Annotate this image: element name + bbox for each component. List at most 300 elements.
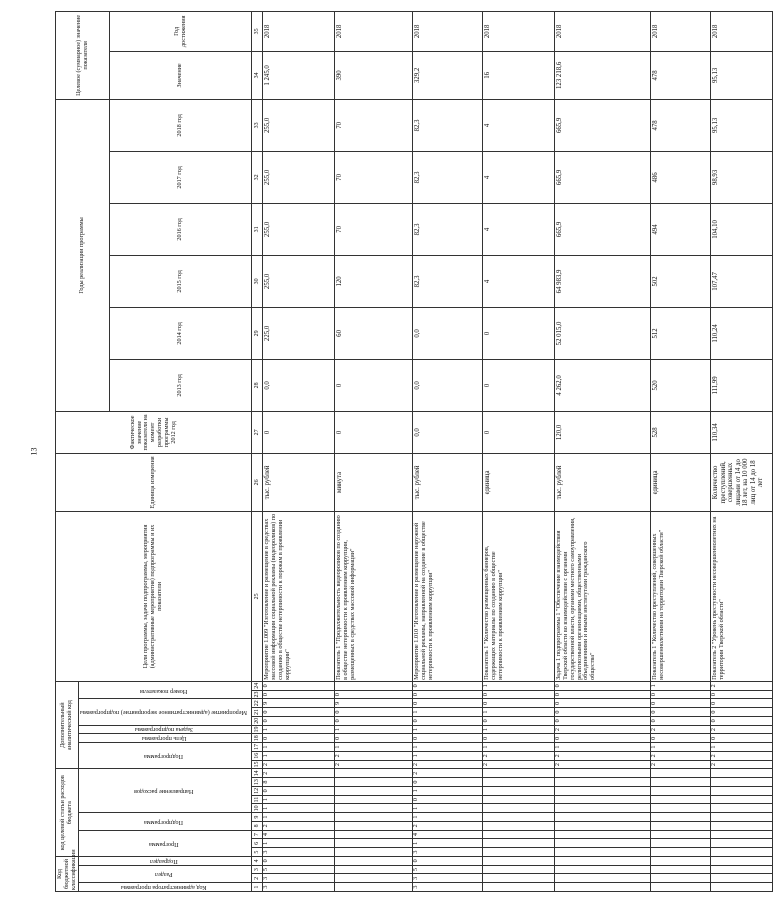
code-digit-cell: 0 [263,681,335,690]
code-digit-cell: 1 [263,813,335,822]
code-digit-cell [651,813,711,822]
row-name-cell: Задача 1 подпрограммы 1 "Обеспечение взаимодействия Тверской области во взаимодействии с органами государственной власти, органами местного самоуправления, религиозными организациями, общественными объединениями и иными институтами гражданского общества" [555,511,651,681]
column-index-cell: 31 [252,203,263,255]
header-year-2015: 2015 год [110,255,252,307]
column-index-cell: 2 [252,874,263,883]
code-digit-cell: 3 [263,848,335,857]
code-digit-cell: 0 [335,716,413,725]
code-digit-cell [335,769,413,778]
code-digit-cell [335,857,413,866]
row-year-value-cell: 4 [483,255,555,307]
header-direction: Направление расходов [79,769,252,813]
code-digit-cell: 1 [483,725,555,734]
row-year-value-cell: 82,3 [413,99,483,151]
column-index-cell: 10 [252,804,263,813]
code-digit-cell: 0 [413,690,483,699]
code-digit-cell: 1 [711,743,773,752]
code-digit-cell [555,813,651,822]
code-digit-cell [335,822,413,831]
row-year-value-cell: 98,93 [711,151,773,203]
row-name-cell: Мероприятие 1.010 "Изготовление и размещение наружной социальной рекламы, направленной на создание в обществе нетерпимости к проявлениям коррупции" [413,511,483,681]
column-index-cell: 17 [252,743,263,752]
column-index-cell: 4 [252,857,263,866]
column-index-cell: 28 [252,359,263,411]
row-base-cell: 0 [483,411,555,453]
row-base-cell: 110,34 [711,411,773,453]
code-digit-cell [711,813,773,822]
column-index-cell: 9 [252,813,263,822]
code-digit-cell [335,787,413,796]
row-year-value-cell: 665,9 [555,203,651,255]
code-digit-cell: 2 [711,681,773,690]
code-digit-cell [555,839,651,848]
code-digit-cell: 2 [483,751,555,760]
code-digit-cell: 2 [711,751,773,760]
code-digit-cell [711,769,773,778]
header-subsection: Подраздел [79,857,252,866]
column-index-cell: 8 [252,822,263,831]
code-digit-cell [483,848,555,857]
row-target-year-cell: 2018 [263,11,335,51]
code-digit-cell: 1 [651,681,711,690]
code-digit-cell [711,857,773,866]
column-index-cell: 19 [252,725,263,734]
header-year-2017: 2017 год [110,151,252,203]
row-year-value-cell: 255,0 [263,203,335,255]
row-target-value-cell: 1 245,0 [263,51,335,99]
code-digit-cell: 0 [555,708,651,717]
column-index-cell: 13 [252,778,263,787]
code-digit-cell: 2 [483,760,555,769]
header-target: Целевое (суммарное) значение показателя [56,11,110,99]
code-digit-cell: 0 [413,778,483,787]
code-digit-cell [335,883,413,892]
header-section: Раздел [79,865,252,883]
row-target-value-cell: 95,13 [711,51,773,99]
code-digit-cell: 1 [413,804,483,813]
table-row [413,11,483,891]
column-index-cell: 25 [252,511,263,681]
code-digit-cell: 2 [555,760,651,769]
code-digit-cell [483,857,555,866]
column-index-cell: 30 [252,255,263,307]
code-digit-cell [335,795,413,804]
code-digit-cell [335,848,413,857]
header-admin-code: Код администратора программы [79,883,252,892]
header-an-task: Задача подпрограммы [79,725,252,734]
row-year-value-cell: 82,3 [413,255,483,307]
row-target-value-cell: 123 218,6 [555,51,651,99]
code-digit-cell [651,857,711,866]
code-digit-cell [651,830,711,839]
code-digit-cell [483,804,555,813]
column-index-cell: 1 [252,883,263,892]
row-year-value-cell: 225,0 [263,307,335,359]
row-year-value-cell: 0 [483,359,555,411]
row-year-value-cell: 64 983,9 [555,255,651,307]
code-digit-cell [555,822,651,831]
row-year-value-cell: 110,24 [711,307,773,359]
header-extra-class: Дополнительный аналитический код [56,681,79,769]
code-digit-cell: 0 [711,734,773,743]
row-year-value-cell: 502 [651,255,711,307]
code-digit-cell: 2 [711,725,773,734]
code-digit-cell: 0 [263,734,335,743]
page-number: 13 [29,447,39,456]
row-unit-cell: единица [651,453,711,511]
row-year-value-cell: 665,9 [555,99,651,151]
code-digit-cell: 0 [651,699,711,708]
header-target-value: Значение [110,51,252,99]
code-digit-cell: 1 [413,839,483,848]
code-digit-cell: 0 [413,857,483,866]
code-digit-cell: 1 [263,839,335,848]
code-digit-cell [555,830,651,839]
code-digit-cell: 3 [413,848,483,857]
header-year-2016: 2016 год [110,203,252,255]
code-digit-cell [483,787,555,796]
row-name-cell: Показатель 2 "Уровень преступности несовершеннолетних на территории Тверской области" [711,511,773,681]
code-digit-cell: 1 [263,725,335,734]
code-digit-cell: 0 [263,708,335,717]
code-digit-cell: 0 [413,734,483,743]
code-digit-cell: 1 [483,681,555,690]
table-row [711,11,773,891]
row-unit-cell: тыс. рублей [263,453,335,511]
code-digit-cell [651,839,711,848]
header-base: Фактическое значение показателя на момент разработки программы 2012 год [56,411,252,453]
column-index-cell: 18 [252,734,263,743]
code-digit-cell: 0 [555,716,651,725]
code-digit-cell: 0 [711,708,773,717]
header-name: Цели программы, задачи подпрограммы, мероприятия (административные мероприятия) подпрограммы и их показатели [56,511,252,681]
code-digit-cell [651,769,711,778]
code-digit-cell: 1 [555,743,651,752]
code-digit-cell: 2 [263,822,335,831]
code-digit-cell [335,865,413,874]
row-unit-cell: единица [483,453,555,511]
code-digit-cell: 2 [335,760,413,769]
header-an-event: Мероприятие (административное мероприятие) подпрограммы [79,699,252,725]
column-index-cell: 34 [252,51,263,99]
row-year-value-cell: 4 262,0 [555,359,651,411]
code-digit-cell: 0 [483,716,555,725]
row-year-value-cell: 494 [651,203,711,255]
code-digit-cell: 3 [263,883,335,892]
row-target-year-cell: 2018 [483,11,555,51]
row-year-value-cell: 255,0 [263,151,335,203]
code-digit-cell: 0 [711,699,773,708]
table-row [263,11,335,891]
code-digit-cell [483,883,555,892]
column-index-cell: 21 [252,708,263,717]
code-digit-cell [555,865,651,874]
row-name-cell: Показатель 1 "Количество преступлений, совершенных несовершеннолетними на территории Тверской области" [651,511,711,681]
code-digit-cell [335,830,413,839]
table-body [263,11,773,891]
code-digit-cell: 3 [413,874,483,883]
code-digit-cell [711,778,773,787]
code-digit-cell: 0 [555,690,651,699]
row-name-cell: Показатель 1 "Количество размещенных баннеров, содержащих материалы по созданию в обществе нетерпимости к проявлениям коррупции" [483,511,555,681]
code-digit-cell [335,874,413,883]
code-digit-cell [555,804,651,813]
column-index-cell: 33 [252,99,263,151]
row-unit-cell: Количество преступлений, совершенных лицами от 14 до 18 лет, на 10 000 лиц от 14 до 18 лет [711,453,773,511]
code-digit-cell: 0 [651,734,711,743]
row-base-cell: 0,0 [413,411,483,453]
code-digit-cell [483,778,555,787]
code-digit-cell: 1 [335,743,413,752]
code-digit-cell [483,769,555,778]
code-digit-cell: 0 [555,699,651,708]
code-digit-cell: 0 [263,857,335,866]
column-index-cell: 12 [252,787,263,796]
row-year-value-cell: 82,3 [413,151,483,203]
code-digit-cell [483,795,555,804]
header-program: Программа [79,830,252,856]
header-budget-class: Код бюджетной классификации [56,857,79,892]
header-subprogram: Подпрограмма [79,813,252,831]
code-digit-cell [483,839,555,848]
code-digit-cell [483,813,555,822]
code-digit-cell: 0 [413,716,483,725]
table-row [483,11,555,891]
row-year-value-cell: 4 [483,151,555,203]
row-year-value-cell: 665,9 [555,151,651,203]
code-digit-cell [483,830,555,839]
row-year-value-cell: 0,0 [263,359,335,411]
code-digit-cell [711,874,773,883]
column-index-cell: 32 [252,151,263,203]
column-index-row [252,11,263,891]
row-base-cell: 0 [263,411,335,453]
code-digit-cell: 9 [263,699,335,708]
code-digit-cell [335,804,413,813]
code-digit-cell: 1 [413,708,483,717]
code-digit-cell: 0 [711,716,773,725]
code-digit-cell [651,804,711,813]
code-digit-cell: 5 [413,865,483,874]
code-digit-cell: 2 [335,751,413,760]
code-digit-cell: 4 [413,830,483,839]
row-year-value-cell: 120 [335,255,413,307]
row-year-value-cell: 82,3 [413,203,483,255]
column-index-cell: 20 [252,716,263,725]
code-digit-cell [711,804,773,813]
row-year-value-cell: 255,0 [263,255,335,307]
code-digit-cell [483,865,555,874]
row-year-value-cell: 0,0 [413,307,483,359]
row-unit-cell: минута [335,453,413,511]
row-year-value-cell: 4 [483,99,555,151]
row-unit-cell: тыс. рублей [413,453,483,511]
code-digit-cell: 1 [413,787,483,796]
header-an-indicator-no: Номер показателя [79,681,252,699]
code-digit-cell: 2 [413,822,483,831]
code-digit-cell: 1 [651,743,711,752]
column-index-cell: 5 [252,848,263,857]
row-year-value-cell: 520 [651,359,711,411]
code-digit-cell: 4 [263,830,335,839]
column-index-cell: 15 [252,760,263,769]
header-an-subprogram: Подпрограмма [79,743,252,769]
code-digit-cell [335,839,413,848]
row-year-value-cell: 70 [335,203,413,255]
code-digit-cell [711,830,773,839]
code-digit-cell [555,778,651,787]
row-year-value-cell: 478 [651,99,711,151]
code-digit-cell: 8 [263,778,335,787]
code-digit-cell [711,883,773,892]
column-index-cell: 6 [252,839,263,848]
code-digit-cell: 1 [335,725,413,734]
column-index-cell: 22 [252,699,263,708]
column-index-cell: 3 [252,865,263,874]
code-digit-cell [651,778,711,787]
code-digit-cell [555,787,651,796]
code-digit-cell: 3 [413,883,483,892]
code-digit-cell: 5 [263,865,335,874]
code-digit-cell: 1 [263,743,335,752]
code-digit-cell: 0 [263,716,335,725]
header-year-2013: 2013 год [110,359,252,411]
header-years-group: Годы реализации программы [56,99,110,411]
code-digit-cell [711,865,773,874]
row-year-value-cell: 70 [335,151,413,203]
row-name-cell: Мероприятие 1.009 "Изготовление и размещение в средствах массовой информации социальной рекламы (видеороликов) по созданию в обществе нетерпимости к порокам в проявлении коррупции" [263,511,335,681]
code-digit-cell [555,874,651,883]
code-digit-cell: 1 [413,743,483,752]
code-digit-cell: 0 [335,690,413,699]
code-digit-cell [651,848,711,857]
header-unit: Единица измерения [56,453,252,511]
code-digit-cell: 0 [483,690,555,699]
code-digit-cell: 2 [413,760,483,769]
code-digit-cell: 1 [263,804,335,813]
program-table-sheet [55,12,765,892]
code-digit-cell: 0 [263,787,335,796]
row-unit-cell: тыс. рублей [555,453,651,511]
column-index-cell: 27 [252,411,263,453]
code-digit-cell: 1 [413,813,483,822]
row-year-value-cell: 104,10 [711,203,773,255]
code-digit-cell [651,865,711,874]
code-digit-cell: 1 [413,725,483,734]
code-digit-cell [555,769,651,778]
code-digit-cell: 0 [555,681,651,690]
header-year-2018: 2018 год [110,99,252,151]
code-digit-cell [711,839,773,848]
code-digit-cell: 0 [263,690,335,699]
code-digit-cell [711,822,773,831]
code-digit-cell: 0 [413,699,483,708]
code-digit-cell [335,778,413,787]
column-index-cell: 26 [252,453,263,511]
code-digit-cell: 0 [651,690,711,699]
code-digit-cell: 2 [651,751,711,760]
code-digit-cell: 0 [413,681,483,690]
table-row [651,11,711,891]
row-year-value-cell: 95,13 [711,99,773,151]
code-digit-cell: 1 [263,751,335,760]
code-digit-cell: 0 [711,690,773,699]
code-digit-cell: 0 [483,699,555,708]
code-digit-cell: 2 [651,725,711,734]
program-indicators-table [55,11,773,892]
column-index-cell: 11 [252,795,263,804]
row-year-value-cell: 0,0 [413,359,483,411]
code-digit-cell [555,883,651,892]
header-target-year: Год достижения [110,11,252,51]
code-digit-cell [651,795,711,804]
code-digit-cell: 1 [483,743,555,752]
column-index-cell: 23 [252,690,263,699]
code-digit-cell: 2 [555,725,651,734]
column-index-cell: 35 [252,11,263,51]
row-target-value-cell: 390 [335,51,413,99]
code-digit-cell: 9 [335,699,413,708]
code-digit-cell: 1 [483,708,555,717]
row-year-value-cell: 0 [335,359,413,411]
row-year-value-cell: 70 [335,99,413,151]
column-index-cell: 14 [252,769,263,778]
row-year-value-cell: 512 [651,307,711,359]
code-digit-cell: 2 [711,760,773,769]
row-name-cell: Показатель 1 "Продолжительность видеороликов по созданию в обществе нетерпимости к проявлениям коррупции, размещенных в средствах массовой информации" [335,511,413,681]
code-digit-cell: 3 [263,874,335,883]
code-digit-cell [483,874,555,883]
header-an-goal: Цель программы [79,734,252,743]
code-digit-cell [555,795,651,804]
header-target-article: код целевой статьи расходов бюджета [56,769,79,857]
code-digit-cell: 2 [651,760,711,769]
row-target-value-cell: 16 [483,51,555,99]
code-digit-cell [651,787,711,796]
row-target-year-cell: 2018 [711,11,773,51]
code-digit-cell [555,857,651,866]
row-year-value-cell: 60 [335,307,413,359]
row-year-value-cell: 255,0 [263,99,335,151]
code-digit-cell: 0 [335,734,413,743]
column-index-cell: 29 [252,307,263,359]
row-base-cell: 528 [651,411,711,453]
table-row [555,11,651,891]
code-digit-cell: 1 [413,751,483,760]
row-target-year-cell: 2018 [413,11,483,51]
row-target-year-cell: 2018 [651,11,711,51]
row-year-value-cell: 111,99 [711,359,773,411]
code-digit-cell: 2 [263,760,335,769]
table-row [335,11,413,891]
column-index-cell: 7 [252,830,263,839]
code-digit-cell: 2 [263,769,335,778]
code-digit-cell: 0 [483,734,555,743]
code-digit-cell: 0 [555,734,651,743]
code-digit-cell [651,883,711,892]
row-year-value-cell: 4 [483,203,555,255]
code-digit-cell: 2 [555,751,651,760]
code-digit-cell [335,681,413,690]
row-year-value-cell: 107,47 [711,255,773,307]
column-index-cell: 16 [252,751,263,760]
row-base-cell: 120,0 [555,411,651,453]
code-digit-cell: 0 [413,795,483,804]
row-target-value-cell: 478 [651,51,711,99]
row-year-value-cell: 486 [651,151,711,203]
code-digit-cell: 2 [413,769,483,778]
code-digit-cell [555,848,651,857]
